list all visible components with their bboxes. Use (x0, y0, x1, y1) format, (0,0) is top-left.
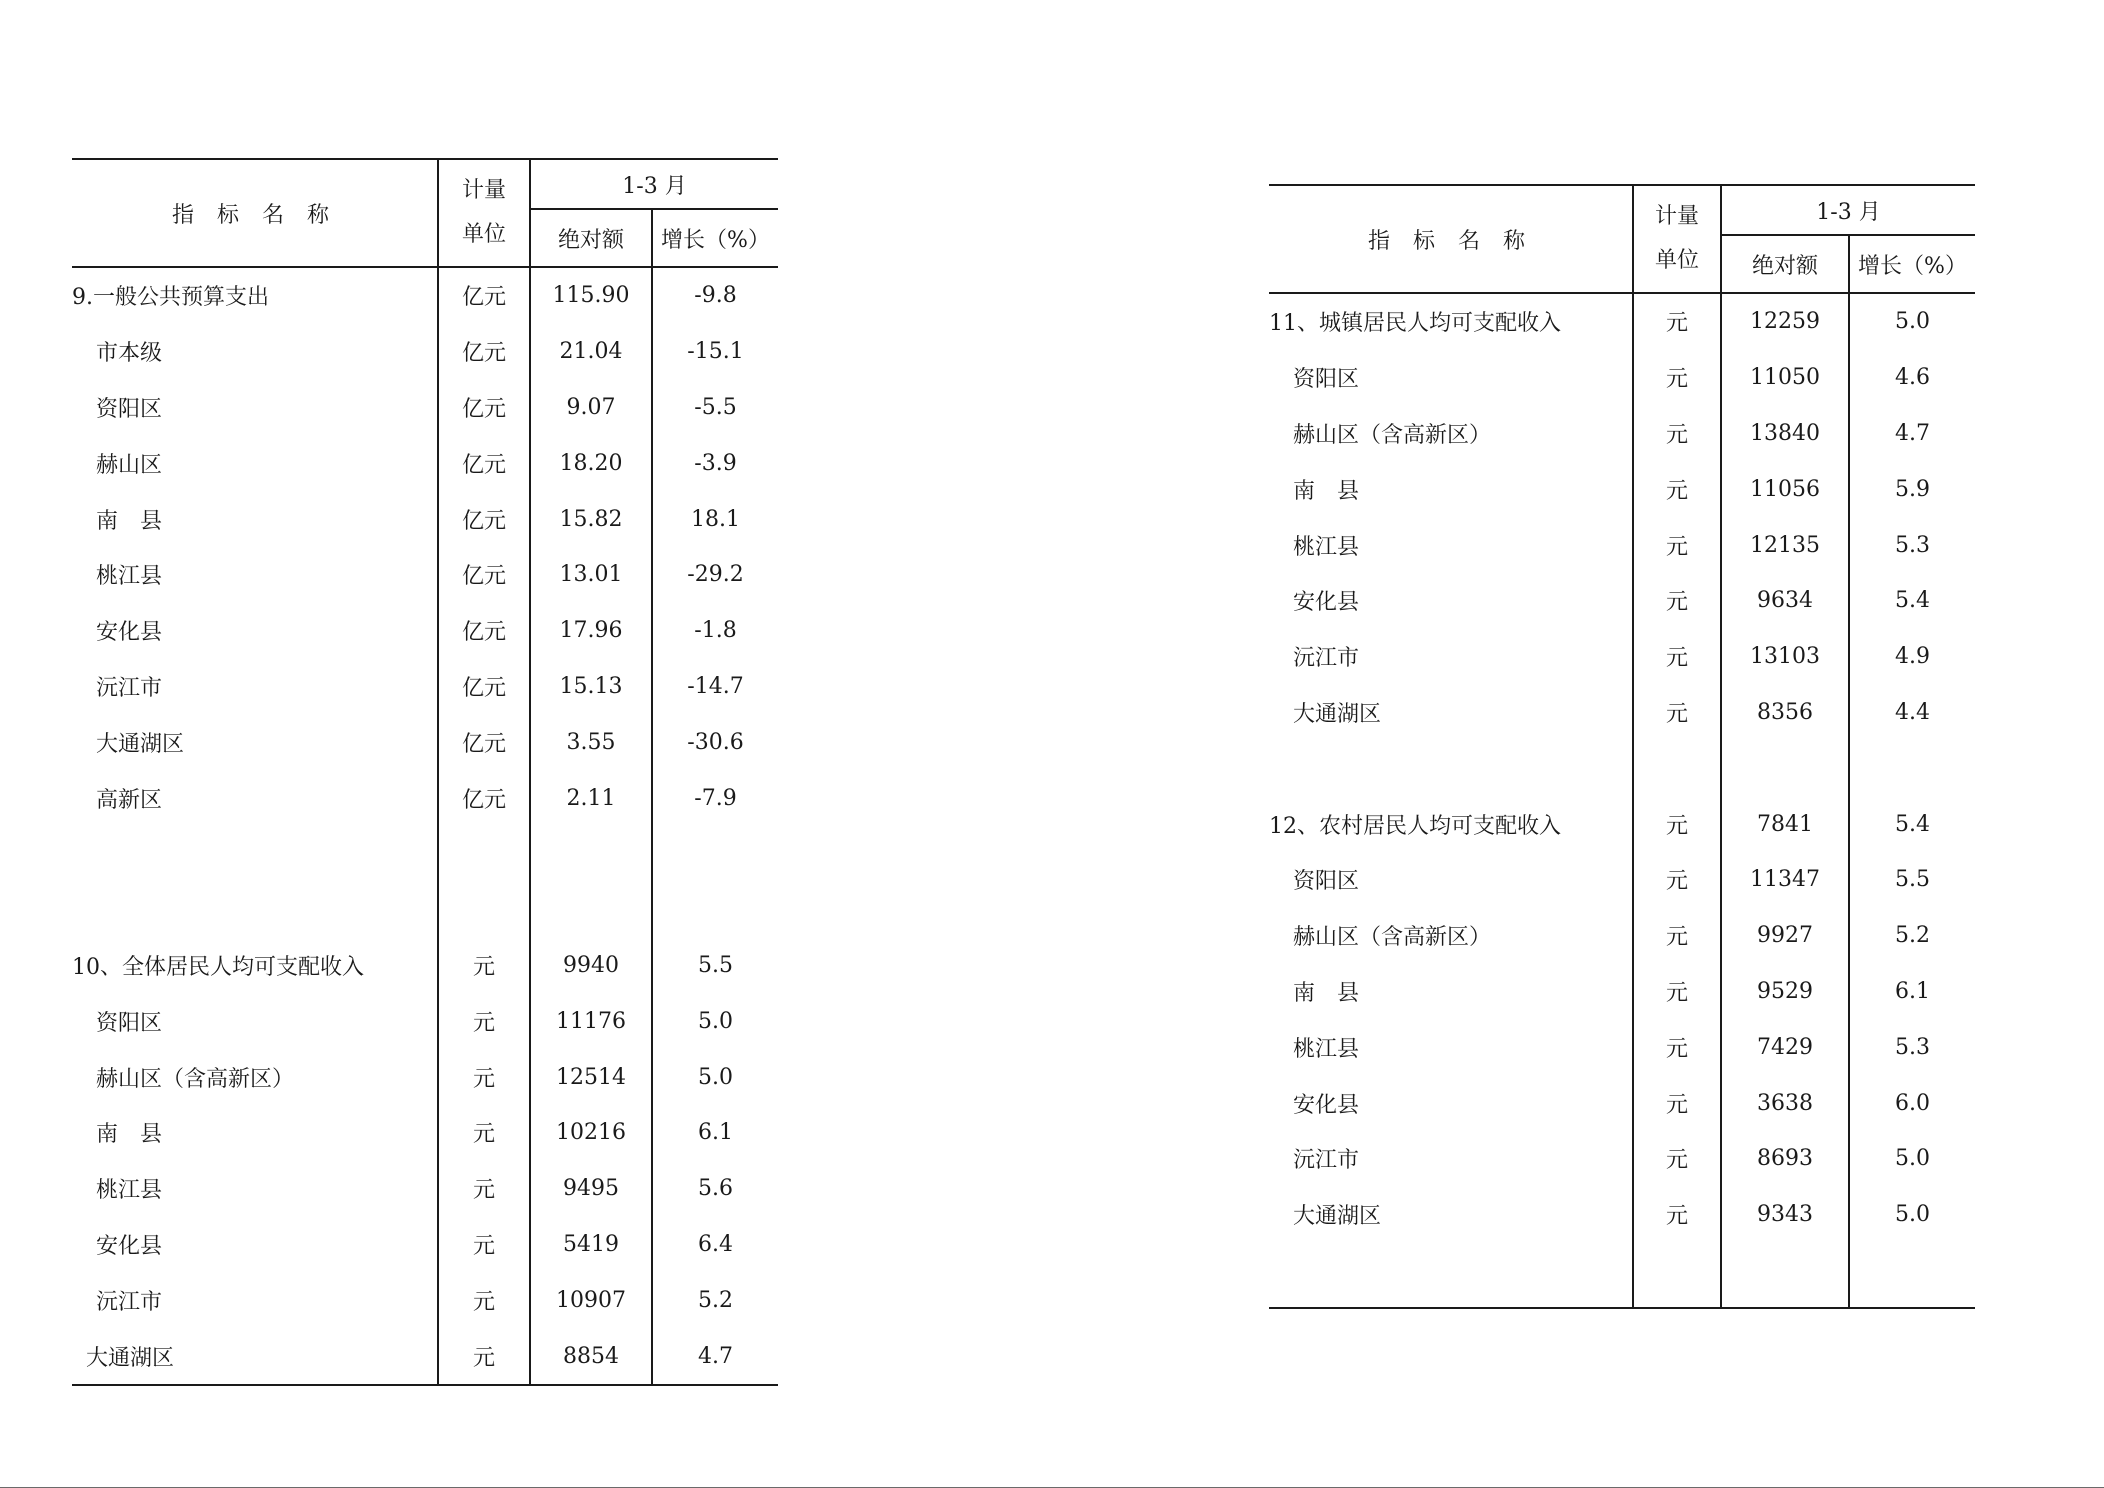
table-header-row (72, 159, 778, 209)
row-growth: -3.9 (694, 450, 737, 476)
table-row (72, 1105, 778, 1161)
header-unit (1633, 185, 1721, 293)
row-absolute: 5419 (530, 1217, 652, 1273)
table-row-section-title (1269, 293, 1975, 350)
header-period: 1-3 月 (1721, 185, 1975, 235)
row-unit: 元 (438, 993, 530, 1049)
blank-row (1269, 740, 1975, 796)
header-unit-line2: 单位 (461, 222, 506, 247)
table-row (1269, 1131, 1975, 1187)
row-name: 南 县 (72, 1105, 438, 1161)
row-name: 资阳区 (72, 993, 438, 1049)
row-name: 南 县 (1269, 461, 1633, 517)
table-row-section-title (72, 938, 778, 994)
row-unit: 元 (1633, 293, 1721, 350)
table-row (72, 1161, 778, 1217)
row-growth: 5.3 (1895, 532, 1930, 558)
row-unit: 亿元 (438, 435, 530, 491)
row-absolute: 9927 (1721, 908, 1849, 964)
row-growth: 5.2 (698, 1287, 733, 1313)
table-row (72, 1217, 778, 1273)
row-growth: 5.6 (698, 1176, 733, 1202)
table-row (72, 324, 778, 380)
header-unit-line1: 计量 (1654, 204, 1699, 229)
row-name: 南 县 (1269, 964, 1633, 1020)
row-name: 赫山区 (72, 435, 438, 491)
row-growth: 4.4 (1895, 699, 1930, 725)
row-unit: 元 (1633, 1075, 1721, 1131)
row-growth: 4.7 (652, 1328, 778, 1385)
table-row (1269, 350, 1975, 406)
blank-row (72, 882, 778, 938)
table-row (72, 993, 778, 1049)
row-growth: 5.0 (1895, 309, 1930, 335)
row-growth: 5.0 (698, 1064, 733, 1090)
row-absolute: 8854 (530, 1328, 652, 1385)
row-unit: 亿元 (438, 491, 530, 547)
row-absolute: 3638 (1721, 1075, 1849, 1131)
row-name: 桃江县 (72, 547, 438, 603)
row-unit: 元 (1633, 629, 1721, 685)
table-row (1269, 629, 1975, 685)
row-growth: 4.7 (1895, 420, 1930, 446)
row-absolute: 3.55 (530, 714, 652, 770)
table-row (72, 491, 778, 547)
row-name: 9.一般公共预算支出 (72, 267, 438, 324)
row-name: 资阳区 (72, 380, 438, 436)
row-growth: 18.1 (691, 506, 740, 532)
row-growth: -29.2 (687, 562, 744, 588)
row-unit: 元 (1633, 1187, 1721, 1243)
row-unit: 元 (1633, 573, 1721, 629)
row-name: 高新区 (72, 770, 438, 826)
row-unit: 元 (438, 1105, 530, 1161)
row-absolute: 21.04 (530, 324, 652, 380)
row-growth: 6.0 (1895, 1090, 1930, 1116)
row-growth: 6.1 (1895, 978, 1930, 1004)
stats-table-left (72, 158, 778, 1386)
header-growth-percent: 增长（%） (652, 209, 778, 267)
table-row (72, 435, 778, 491)
row-growth: 4.6 (1895, 365, 1930, 391)
table-row (1269, 685, 1975, 741)
table-row (1269, 852, 1975, 908)
row-growth: 5.0 (1895, 1202, 1930, 1228)
row-growth: -15.1 (687, 339, 744, 365)
row-name: 安化县 (1269, 573, 1633, 629)
row-unit: 元 (1633, 1131, 1721, 1187)
row-unit: 亿元 (438, 324, 530, 380)
header-unit-line2: 单位 (1654, 248, 1699, 273)
row-unit: 元 (1633, 852, 1721, 908)
table-row (72, 603, 778, 659)
row-growth: 5.2 (1895, 923, 1930, 949)
row-unit: 元 (438, 1049, 530, 1105)
header-unit (438, 159, 530, 267)
blank-row (72, 826, 778, 882)
row-absolute: 12514 (530, 1049, 652, 1105)
row-growth: -9.8 (694, 283, 737, 309)
table-row (1269, 964, 1975, 1020)
row-unit: 元 (1633, 461, 1721, 517)
row-unit: 亿元 (438, 603, 530, 659)
row-name: 南 县 (72, 491, 438, 547)
row-growth: -1.8 (694, 618, 737, 644)
row-absolute: 9940 (530, 938, 652, 994)
row-absolute: 8693 (1721, 1131, 1849, 1187)
row-unit: 元 (1633, 964, 1721, 1020)
row-name: 沅江市 (1269, 629, 1633, 685)
row-growth: 5.5 (1895, 867, 1930, 893)
table-row (1269, 517, 1975, 573)
row-absolute: 7429 (1721, 1019, 1849, 1075)
row-absolute: 11176 (530, 993, 652, 1049)
row-name: 赫山区（含高新区） (1269, 908, 1633, 964)
table-row (1269, 573, 1975, 629)
header-absolute-amount: 绝对额 (530, 209, 652, 267)
header-period: 1-3 月 (530, 159, 778, 209)
row-name: 大通湖区 (1269, 1187, 1633, 1243)
header-indicator-name: 指 标 名 称 (1269, 185, 1633, 293)
row-absolute: 9634 (1721, 573, 1849, 629)
row-name: 10、全体居民人均可支配收入 (72, 938, 438, 994)
row-name: 大通湖区 (72, 714, 438, 770)
row-unit: 元 (1633, 1019, 1721, 1075)
table-row (1269, 406, 1975, 462)
row-absolute: 13840 (1721, 406, 1849, 462)
row-unit: 亿元 (438, 714, 530, 770)
row-absolute: 9495 (530, 1161, 652, 1217)
row-name: 赫山区（含高新区） (72, 1049, 438, 1105)
row-name: 沅江市 (72, 659, 438, 715)
row-unit: 元 (438, 1328, 530, 1385)
row-growth: 6.4 (698, 1231, 733, 1257)
row-unit: 亿元 (438, 770, 530, 826)
table-row (72, 770, 778, 826)
row-absolute: 11347 (1721, 852, 1849, 908)
row-absolute: 15.82 (530, 491, 652, 547)
row-growth: -14.7 (687, 673, 744, 699)
row-absolute: 9529 (1721, 964, 1849, 1020)
row-name: 大通湖区 (72, 1328, 438, 1385)
row-unit: 元 (1633, 517, 1721, 573)
row-unit: 元 (1633, 796, 1721, 852)
row-name: 桃江县 (1269, 517, 1633, 573)
row-absolute: 12259 (1721, 293, 1849, 350)
row-name: 大通湖区 (1269, 685, 1633, 741)
row-name: 资阳区 (1269, 350, 1633, 406)
header-absolute-amount: 绝对额 (1721, 235, 1849, 293)
row-name: 资阳区 (1269, 852, 1633, 908)
row-name: 安化县 (72, 1217, 438, 1273)
table-row (72, 714, 778, 770)
row-unit: 元 (438, 1161, 530, 1217)
table-row (72, 1272, 778, 1328)
row-unit: 元 (1633, 406, 1721, 462)
header-indicator-name: 指 标 名 称 (72, 159, 438, 267)
stats-table-right (1269, 184, 1975, 1309)
row-growth: 5.0 (1895, 1146, 1930, 1172)
table-row (72, 380, 778, 436)
row-growth: -7.9 (694, 785, 737, 811)
table-row (72, 547, 778, 603)
row-unit: 元 (438, 1217, 530, 1273)
row-name: 桃江县 (72, 1161, 438, 1217)
row-absolute: 115.90 (530, 267, 652, 324)
table-row (72, 1328, 778, 1385)
row-growth: 5.5 (698, 952, 733, 978)
row-growth: 5.4 (1895, 811, 1930, 837)
row-absolute: 17.96 (530, 603, 652, 659)
row-unit: 亿元 (438, 380, 530, 436)
table-row (72, 659, 778, 715)
row-absolute: 13103 (1721, 629, 1849, 685)
table-row-section-title (72, 267, 778, 324)
row-absolute: 18.20 (530, 435, 652, 491)
table-row (1269, 1075, 1975, 1131)
row-name: 桃江县 (1269, 1019, 1633, 1075)
row-growth: 5.0 (698, 1008, 733, 1034)
row-unit: 元 (1633, 908, 1721, 964)
row-absolute: 11050 (1721, 350, 1849, 406)
row-unit: 亿元 (438, 659, 530, 715)
row-unit: 亿元 (438, 267, 530, 324)
row-name: 12、农村居民人均可支配收入 (1269, 796, 1633, 852)
blank-row (1269, 1243, 1975, 1308)
row-unit: 元 (1633, 685, 1721, 741)
row-unit: 元 (1633, 350, 1721, 406)
row-unit: 元 (438, 1272, 530, 1328)
row-absolute: 7841 (1721, 796, 1849, 852)
row-growth: 6.1 (698, 1120, 733, 1146)
row-name: 沅江市 (1269, 1131, 1633, 1187)
table-row-section-title (1269, 796, 1975, 852)
row-absolute: 12135 (1721, 517, 1849, 573)
row-name: 市本级 (72, 324, 438, 380)
header-growth-percent: 增长（%） (1849, 235, 1975, 293)
row-absolute: 8356 (1721, 685, 1849, 741)
row-absolute: 9.07 (530, 380, 652, 436)
header-unit-line1: 计量 (461, 178, 506, 203)
row-absolute: 15.13 (530, 659, 652, 715)
row-unit: 亿元 (438, 547, 530, 603)
row-absolute: 11056 (1721, 461, 1849, 517)
row-unit: 元 (438, 938, 530, 994)
row-absolute: 9343 (1721, 1187, 1849, 1243)
row-growth: 5.9 (1895, 476, 1930, 502)
row-growth: -30.6 (687, 729, 744, 755)
row-name: 安化县 (72, 603, 438, 659)
row-name: 11、城镇居民人均可支配收入 (1269, 293, 1633, 350)
row-name: 沅江市 (72, 1272, 438, 1328)
row-absolute: 2.11 (530, 770, 652, 826)
table-header-row (1269, 185, 1975, 235)
table-row (72, 1049, 778, 1105)
row-name: 赫山区（含高新区） (1269, 406, 1633, 462)
row-absolute: 10216 (530, 1105, 652, 1161)
row-growth: 5.3 (1895, 1034, 1930, 1060)
table-row (1269, 1187, 1975, 1243)
table-row (1269, 461, 1975, 517)
row-name: 安化县 (1269, 1075, 1633, 1131)
table-row (1269, 908, 1975, 964)
row-growth: 4.9 (1895, 644, 1930, 670)
row-growth: -5.5 (694, 394, 737, 420)
row-growth: 5.4 (1895, 588, 1930, 614)
row-absolute: 13.01 (530, 547, 652, 603)
table-row (1269, 1019, 1975, 1075)
row-absolute: 10907 (530, 1272, 652, 1328)
